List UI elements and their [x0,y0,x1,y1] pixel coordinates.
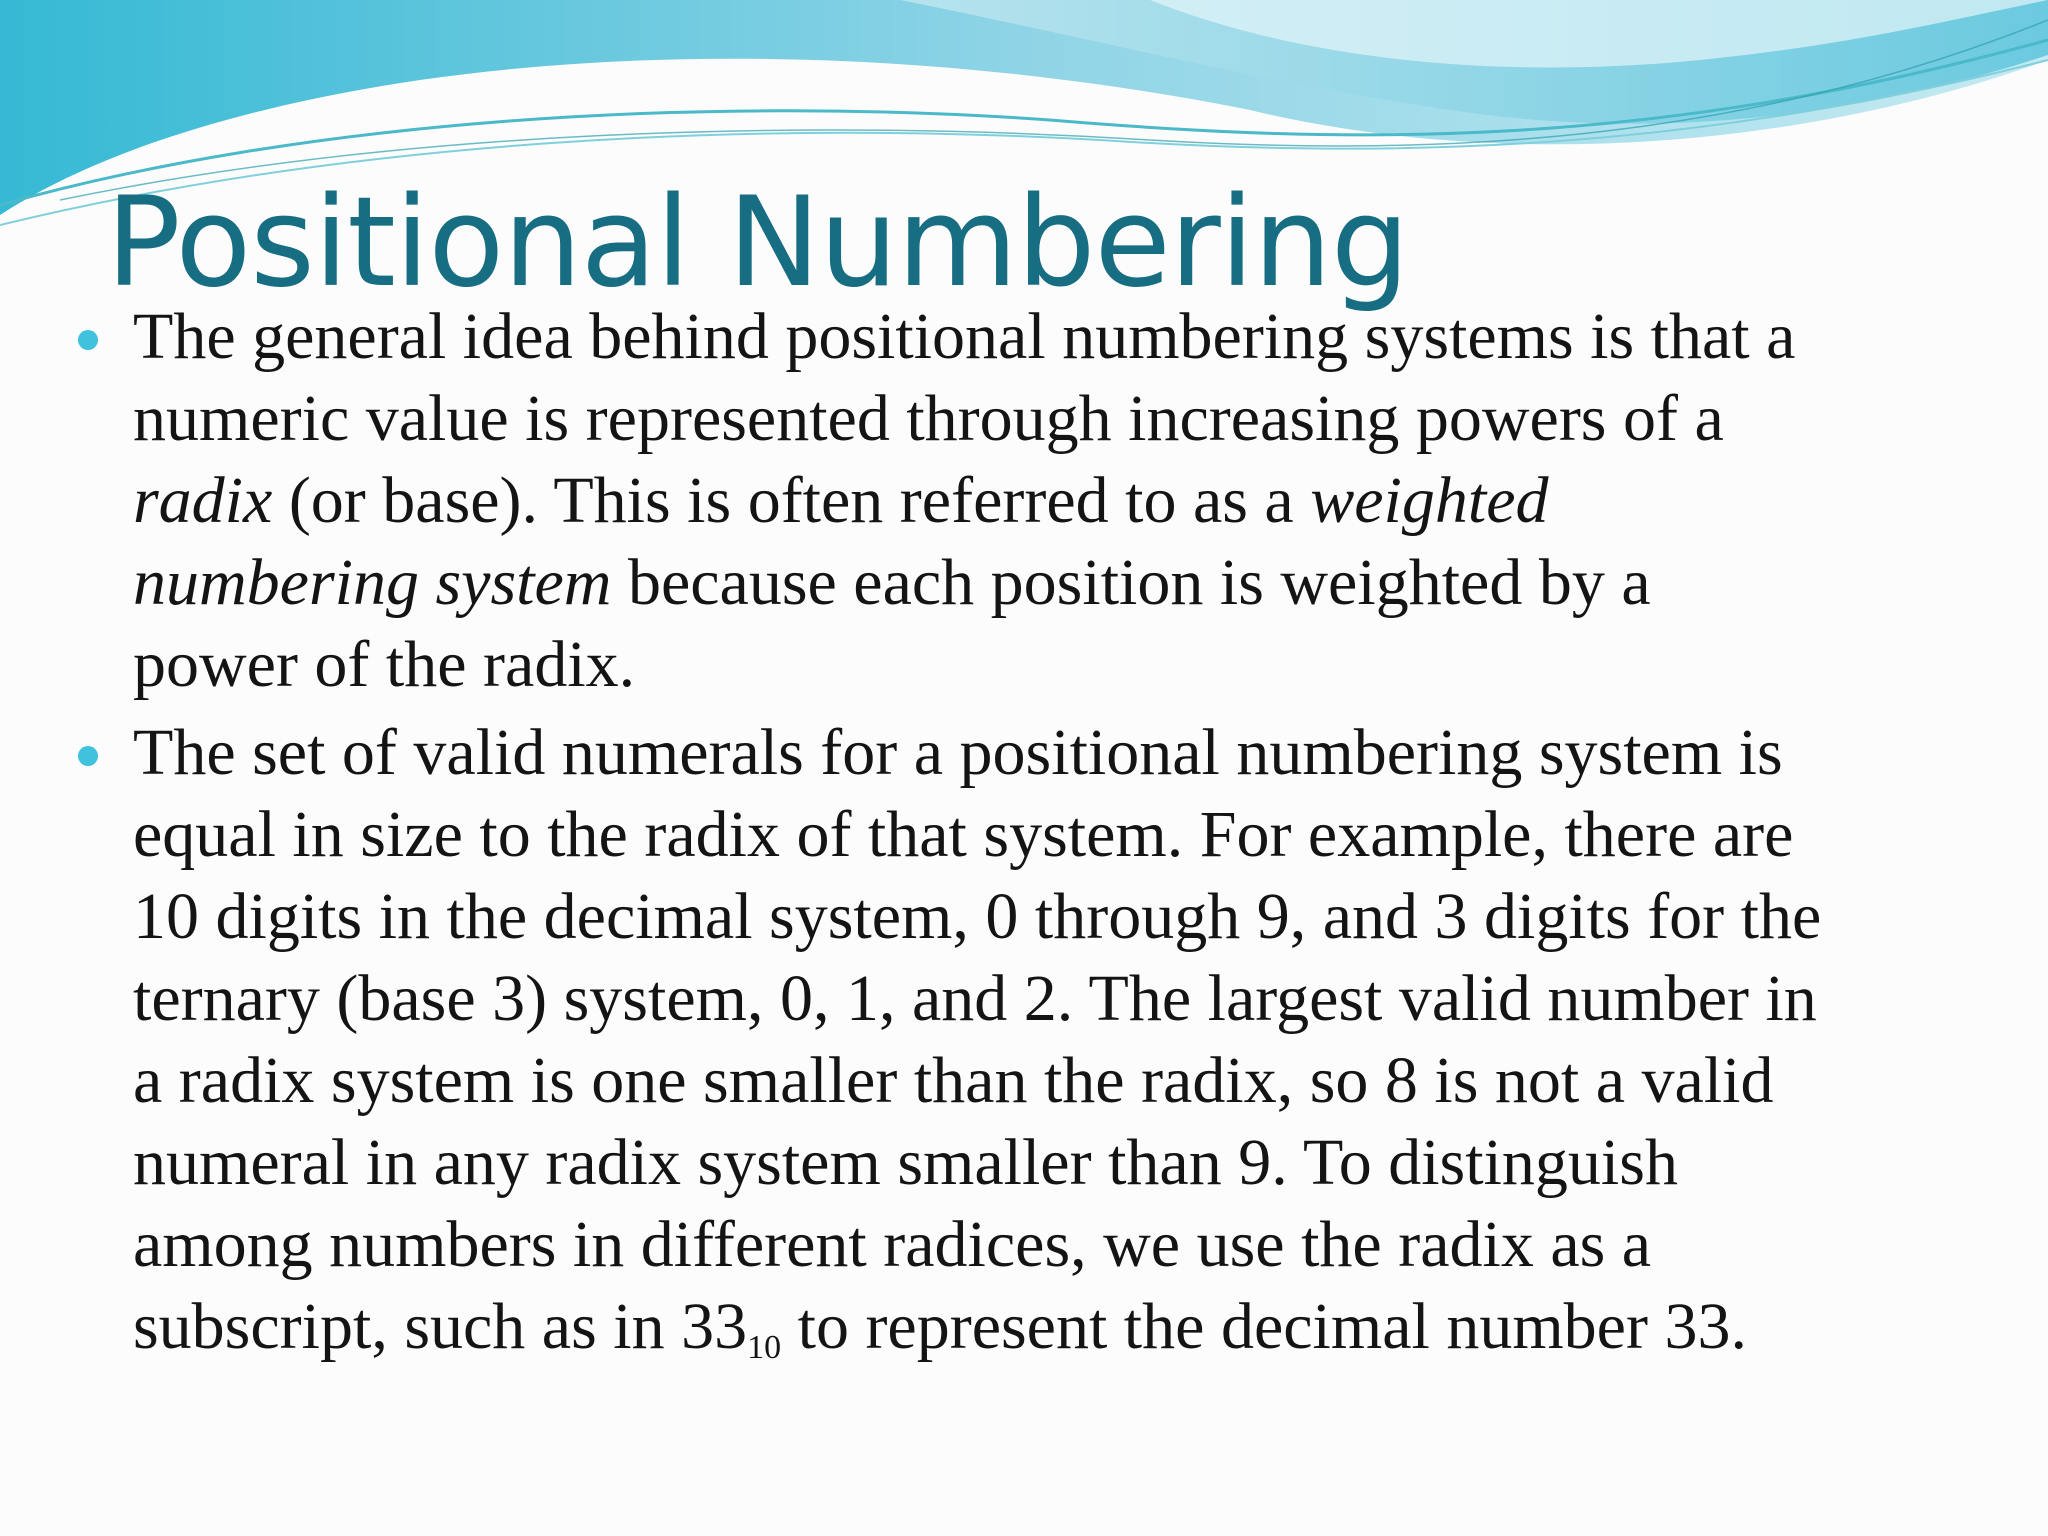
text-line [133,1040,2018,1122]
text-run: equal in size to the radix of that system. For example, there are [133,798,1794,871]
text-run: The set of valid numerals for a positional numbering system is [133,716,1783,789]
text-line [133,542,2018,624]
bullet-item-1 [0,296,2048,706]
italic-term: radix [133,464,273,537]
bullet-marker-icon [78,330,98,350]
text-run: power of the radix. [133,628,636,701]
text-line [133,296,2018,378]
text-run: among numbers in different radices, we use the radix as a [133,1208,1652,1281]
text-run: 10 digits in the decimal system, 0 through 9, and 3 digits for the [133,880,1822,953]
bullet-marker-icon [78,746,98,766]
text-run: numeral in any radix system smaller than 9. To distinguish [133,1126,1678,1199]
bullet-list [0,296,2048,1374]
text-line [133,712,2018,794]
subscript-radix: 10 [747,1329,782,1366]
text-line [133,794,2018,876]
italic-term: numbering system [133,546,612,619]
text-line [133,1204,2018,1286]
bullet-item-2 [0,712,2048,1368]
text-line [133,958,2018,1040]
text-run: ternary (base 3) system, 0, 1, and 2. The largest valid number in [133,962,1817,1035]
text-line [133,1286,2018,1368]
text-run: (or base). This is often referred to as a [272,464,1311,537]
text-line [133,624,2018,706]
text-run: The general idea behind positional numbering systems is that a [133,300,1796,373]
italic-term: weighted [1310,464,1549,537]
text-run: subscript, such as in 33 [133,1290,748,1363]
text-run: to represent the decimal number 33. [781,1290,1747,1363]
text-run: numeric value is represented through increasing powers of a [133,382,1724,455]
text-run: because each position is weighted by a [611,546,1651,619]
text-run: a radix system is one smaller than the radix, so 8 is not a valid [133,1044,1774,1117]
text-line [133,378,2018,460]
text-line [133,876,2018,958]
slide-title: Positional Numbering [106,171,1409,315]
text-line [133,1122,2018,1204]
text-line [133,460,2018,542]
